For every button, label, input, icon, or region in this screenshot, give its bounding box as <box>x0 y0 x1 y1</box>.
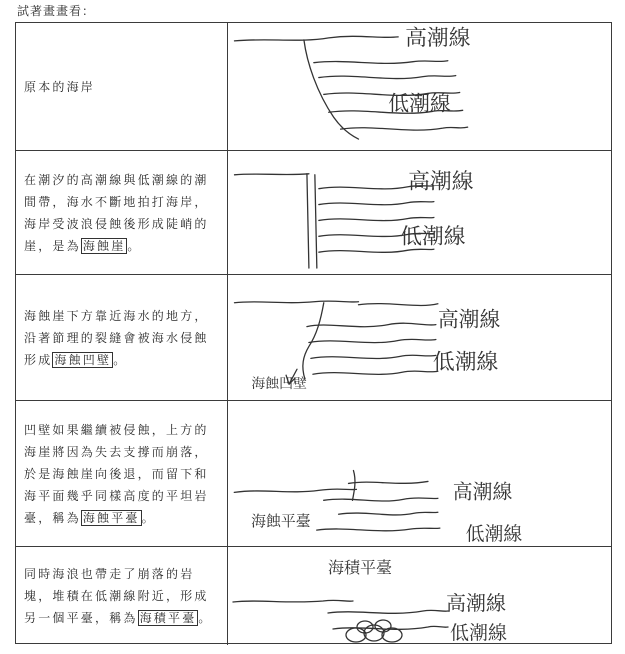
low-tide-label: 低潮線 <box>400 224 466 250</box>
description-text: 原本的海岸 <box>24 79 96 94</box>
deposition-sketch <box>228 547 613 645</box>
drawing-cell <box>228 547 611 645</box>
page-header: 試著畫畫看： <box>17 4 96 18</box>
drawing-cell <box>228 275 611 400</box>
description-text: 凹壁如果繼續被侵蝕，上方的海崖將因為失去支撐而崩落，於是海蝕崖向後退，而留下和海平面幾乎同樣高度的平坦岩臺，稱為 海蝕平臺 。 <box>24 422 209 525</box>
high-tide-label: 高潮線 <box>405 25 471 51</box>
key-term-box: 海積平臺 <box>139 611 197 625</box>
notch-sketch <box>228 275 613 400</box>
description-cell <box>16 547 228 645</box>
description-cell <box>16 401 228 546</box>
coast-sketch <box>228 23 613 150</box>
drawing-cell <box>228 401 611 546</box>
description-text: 在潮汐的高潮線與低潮線的潮間帶，海水不斷地拍打海岸，海岸受波浪侵蝕後形成陡峭的崖，是為 海蝕崖 。 <box>24 172 209 253</box>
low-tide-label: 低潮線 <box>450 622 508 644</box>
sea-cliff-sketch <box>228 151 613 274</box>
description-cell <box>16 23 228 150</box>
platform-sketch <box>228 401 613 546</box>
description-cell <box>16 275 228 400</box>
table-row-deposition-platform <box>16 547 611 645</box>
low-tide-label: 低潮線 <box>388 91 451 116</box>
drawing-cell <box>228 23 611 150</box>
high-tide-label: 高潮線 <box>452 480 513 504</box>
high-tide-label: 高潮線 <box>446 591 506 615</box>
table-row-sea-cliff <box>16 151 611 275</box>
high-tide-label: 高潮線 <box>437 307 501 332</box>
notch-feature-label: 海蝕凹壁 <box>251 376 307 393</box>
worksheet-table <box>15 22 612 644</box>
key-term-box: 海蝕崖 <box>82 238 126 253</box>
low-tide-label: 低潮線 <box>432 350 499 376</box>
key-term-box: 海蝕凹壁 <box>54 352 112 367</box>
table-row-notch <box>16 275 611 401</box>
description-cell <box>16 151 228 274</box>
table-row-platform <box>16 401 611 547</box>
drawing-cell <box>228 151 611 274</box>
deposition-feature-label: 海積平臺 <box>328 558 393 577</box>
low-tide-label: 低潮線 <box>465 523 523 546</box>
table-row-original-coast <box>16 23 611 151</box>
platform-feature-label: 海蝕平臺 <box>251 512 311 531</box>
description-text: 海蝕崖下方靠近海水的地方，沿著節理的裂縫會被海水侵蝕形成 海蝕凹壁 。 <box>24 308 209 367</box>
key-term-box: 海蝕平臺 <box>82 510 140 525</box>
high-tide-label: 高潮線 <box>408 169 474 195</box>
description-text: 同時海浪也帶走了崩落的岩塊，堆積在低潮線附近，形成另一個平臺，稱為 海積平臺 。 <box>24 567 213 625</box>
